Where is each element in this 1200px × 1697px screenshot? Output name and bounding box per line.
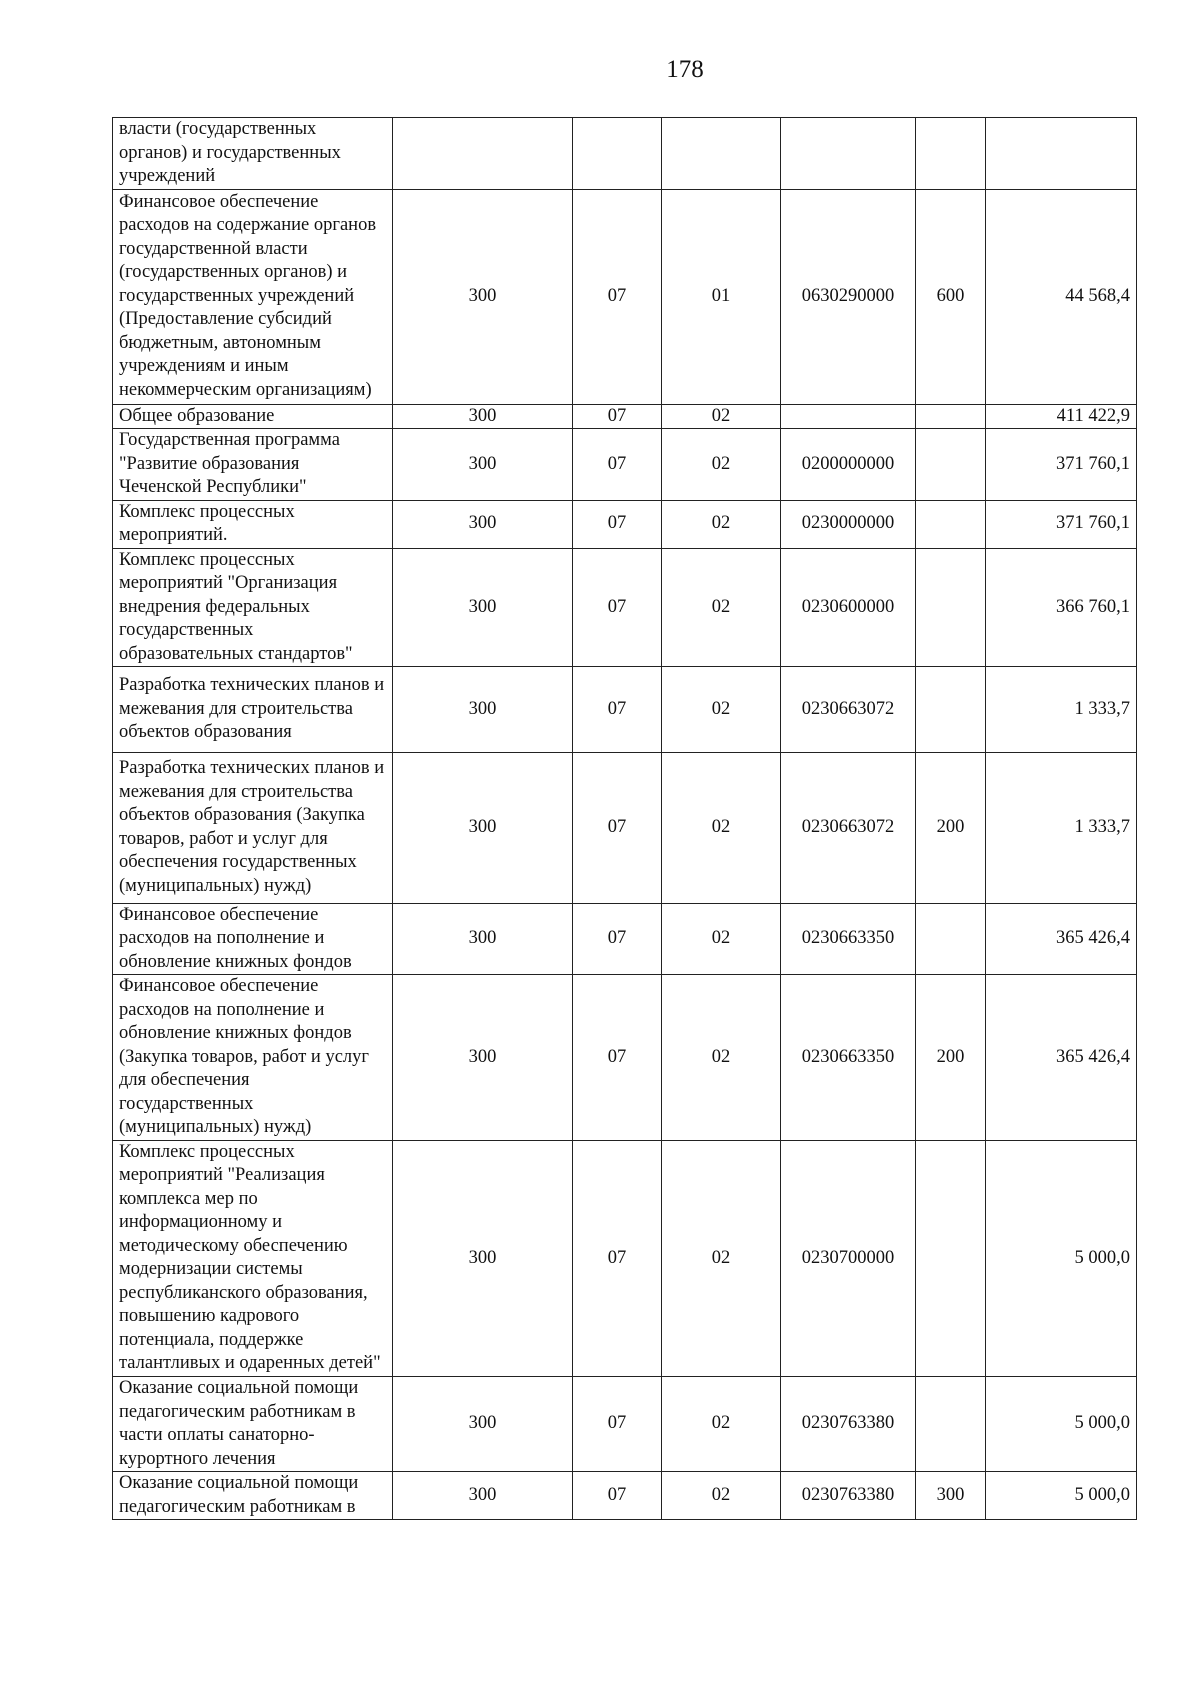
- item-name-cell: Финансовое обеспечение расходов на пополнение и обновление книжных фондов: [113, 903, 393, 975]
- budget-table: [112, 117, 1137, 1520]
- target-article-cell: 0230763380: [781, 1472, 916, 1520]
- expense-type-cell: [916, 404, 986, 429]
- target-article-cell: [781, 118, 916, 190]
- section-code-cell: 07: [573, 1377, 662, 1472]
- expense-type-cell: 600: [916, 189, 986, 404]
- item-name-cell: Оказание социальной помощи педагогическим работникам в части оплаты санаторно-курортного лечения: [113, 1377, 393, 1472]
- table-row: [113, 1472, 1137, 1520]
- admin-code-cell: 300: [393, 500, 573, 548]
- item-name-cell: Оказание социальной помощи педагогическим работникам в: [113, 1472, 393, 1520]
- expense-type-cell: [916, 1377, 986, 1472]
- amount-cell: [986, 118, 1137, 190]
- table-row: [113, 548, 1137, 667]
- target-article-cell: 0230700000: [781, 1140, 916, 1377]
- item-name-cell: Комплекс процессных мероприятий "Организация внедрения федеральных государственных образовательных стандартов": [113, 548, 393, 667]
- section-code-cell: 07: [573, 1140, 662, 1377]
- budget-table-body: [113, 118, 1137, 1520]
- table-row: [113, 118, 1137, 190]
- section-code-cell: 07: [573, 975, 662, 1141]
- section-code-cell: 07: [573, 1472, 662, 1520]
- section-code-cell: 07: [573, 667, 662, 753]
- item-name-cell: Разработка технических планов и межевания для строительства объектов образования (Закупка товаров, работ и услуг для обеспечения государственных (муниципальных) нужд): [113, 753, 393, 904]
- expense-type-cell: [916, 429, 986, 501]
- expense-type-cell: [916, 500, 986, 548]
- admin-code-cell: 300: [393, 667, 573, 753]
- table-row: [113, 1140, 1137, 1377]
- target-article-cell: 0230763380: [781, 1377, 916, 1472]
- admin-code-cell: [393, 118, 573, 190]
- amount-cell: 5 000,0: [986, 1472, 1137, 1520]
- section-code-cell: 07: [573, 404, 662, 429]
- item-name-cell: Комплекс процессных мероприятий "Реализация комплекса мер по информационному и методическому обеспечению модернизации системы республиканского образования, повышению кадрового потенциала, поддержке талантливых и одаренных детей": [113, 1140, 393, 1377]
- admin-code-cell: 300: [393, 1377, 573, 1472]
- item-name-cell: Комплекс процессных мероприятий.: [113, 500, 393, 548]
- expense-type-cell: [916, 903, 986, 975]
- page-number: 178: [666, 56, 704, 83]
- item-name-cell: Финансовое обеспечение расходов на содержание органов государственной власти (государственных органов) и государственных учреждений (Предоставление субсидий бюджетным, автономным учреждениям и иным некоммерческим организациям): [113, 189, 393, 404]
- section-code-cell: 07: [573, 548, 662, 667]
- section-code-cell: 07: [573, 753, 662, 904]
- expense-type-cell: 300: [916, 1472, 986, 1520]
- admin-code-cell: 300: [393, 1140, 573, 1377]
- amount-cell: 366 760,1: [986, 548, 1137, 667]
- admin-code-cell: 300: [393, 975, 573, 1141]
- target-article-cell: 0230663350: [781, 975, 916, 1141]
- item-name-cell: Финансовое обеспечение расходов на пополнение и обновление книжных фондов (Закупка товаров, работ и услуг для обеспечения государственных (муниципальных) нужд): [113, 975, 393, 1141]
- subsection-code-cell: [662, 118, 781, 190]
- table-row: [113, 189, 1137, 404]
- target-article-cell: 0230600000: [781, 548, 916, 667]
- section-code-cell: 07: [573, 429, 662, 501]
- expense-type-cell: [916, 1140, 986, 1377]
- subsection-code-cell: 02: [662, 404, 781, 429]
- admin-code-cell: 300: [393, 404, 573, 429]
- subsection-code-cell: 02: [662, 1377, 781, 1472]
- amount-cell: 5 000,0: [986, 1377, 1137, 1472]
- subsection-code-cell: 01: [662, 189, 781, 404]
- amount-cell: 371 760,1: [986, 429, 1137, 501]
- amount-cell: 1 333,7: [986, 753, 1137, 904]
- amount-cell: 44 568,4: [986, 189, 1137, 404]
- amount-cell: 5 000,0: [986, 1140, 1137, 1377]
- expense-type-cell: [916, 548, 986, 667]
- admin-code-cell: 300: [393, 189, 573, 404]
- subsection-code-cell: 02: [662, 500, 781, 548]
- admin-code-cell: 300: [393, 1472, 573, 1520]
- subsection-code-cell: 02: [662, 429, 781, 501]
- item-name-cell: власти (государственных органов) и государственных учреждений: [113, 118, 393, 190]
- expense-type-cell: 200: [916, 975, 986, 1141]
- target-article-cell: 0230663072: [781, 667, 916, 753]
- item-name-cell: Разработка технических планов и межевания для строительства объектов образования: [113, 667, 393, 753]
- table-row: [113, 667, 1137, 753]
- expense-type-cell: 200: [916, 753, 986, 904]
- item-name-cell: Общее образование: [113, 404, 393, 429]
- subsection-code-cell: 02: [662, 1140, 781, 1377]
- admin-code-cell: 300: [393, 903, 573, 975]
- amount-cell: 365 426,4: [986, 975, 1137, 1141]
- expense-type-cell: [916, 118, 986, 190]
- amount-cell: 1 333,7: [986, 667, 1137, 753]
- table-row: [113, 404, 1137, 429]
- table-row: [113, 753, 1137, 904]
- amount-cell: 371 760,1: [986, 500, 1137, 548]
- target-article-cell: 0230663072: [781, 753, 916, 904]
- target-article-cell: 0200000000: [781, 429, 916, 501]
- amount-cell: 365 426,4: [986, 903, 1137, 975]
- target-article-cell: 0630290000: [781, 189, 916, 404]
- expense-type-cell: [916, 667, 986, 753]
- target-article-cell: 0230000000: [781, 500, 916, 548]
- admin-code-cell: 300: [393, 429, 573, 501]
- item-name-cell: Государственная программа "Развитие образования Чеченской Республики": [113, 429, 393, 501]
- subsection-code-cell: 02: [662, 903, 781, 975]
- section-code-cell: 07: [573, 903, 662, 975]
- subsection-code-cell: 02: [662, 975, 781, 1141]
- subsection-code-cell: 02: [662, 667, 781, 753]
- table-row: [113, 429, 1137, 501]
- subsection-code-cell: 02: [662, 1472, 781, 1520]
- target-article-cell: 0230663350: [781, 903, 916, 975]
- target-article-cell: [781, 404, 916, 429]
- admin-code-cell: 300: [393, 753, 573, 904]
- table-row: [113, 1377, 1137, 1472]
- table-row: [113, 975, 1137, 1141]
- table-row: [113, 500, 1137, 548]
- section-code-cell: [573, 118, 662, 190]
- section-code-cell: 07: [573, 189, 662, 404]
- table-row: [113, 903, 1137, 975]
- subsection-code-cell: 02: [662, 753, 781, 904]
- amount-cell: 411 422,9: [986, 404, 1137, 429]
- subsection-code-cell: 02: [662, 548, 781, 667]
- section-code-cell: 07: [573, 500, 662, 548]
- admin-code-cell: 300: [393, 548, 573, 667]
